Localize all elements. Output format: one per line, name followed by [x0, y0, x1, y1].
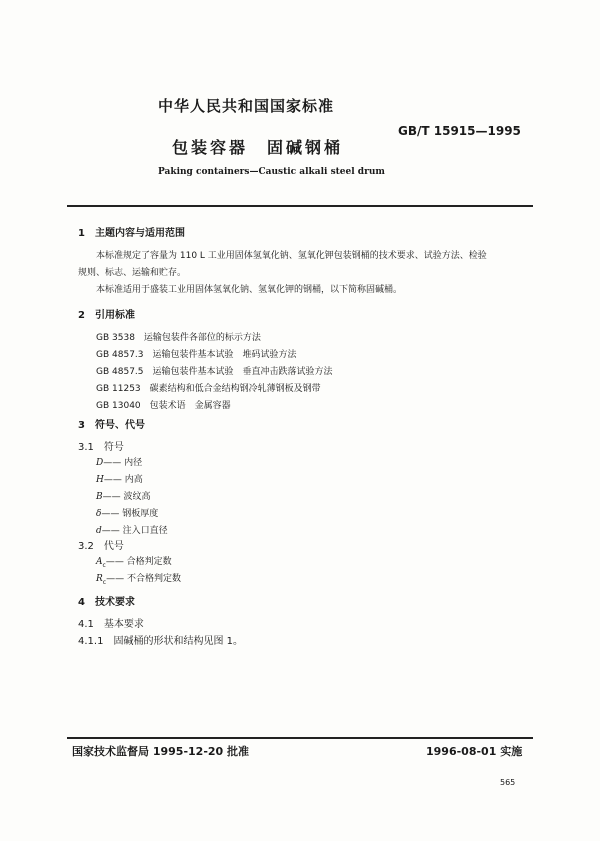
page-number: 565 [500, 778, 516, 787]
symbol-row [96, 489, 151, 502]
subsection-3-1: 3.1 符号 [78, 442, 124, 453]
implementation-date: 1996-08-01 实施 [426, 745, 523, 758]
reference-item: GB 11253 碳素结构和低合金结构钢冷轧薄钢板及钢带 [96, 384, 321, 394]
symbol-desc: —— 注入口直径 [101, 526, 168, 536]
section-1-text: 本标准规定了容量为 110 L 工业用固体氢氧化钠、氢氧化钾包装钢桶的技术要求、试验方法、检验 [96, 251, 487, 261]
symbol-desc: —— 钢板厚度 [101, 509, 159, 519]
symbol-row [96, 472, 143, 485]
symbol-desc: —— 内高 [103, 475, 143, 485]
footer-divider [67, 737, 533, 739]
section-4-heading: 4 技术要求 [78, 597, 135, 608]
code-symbol: A [96, 557, 103, 567]
symbol-row [96, 506, 158, 519]
code-symbol: R [96, 574, 103, 584]
section-3-heading: 3 符号、代号 [78, 420, 145, 431]
standard-number: GB/T 15915—1995 [398, 124, 521, 138]
code-desc: —— 不合格判定数 [106, 574, 181, 584]
reference-item: GB 3538 运输包装件各部位的标示方法 [96, 333, 261, 343]
symbol-desc: —— 内径 [103, 458, 143, 468]
document-title: 包装容器 固碱钢桶 [172, 138, 344, 157]
section-1-text: 本标准适用于盛装工业用固体氢氧化钠、氢氧化钾的钢桶，以下简称固碱桶。 [96, 285, 403, 295]
symbol: δ [96, 509, 102, 519]
subsection-4-1-1: 4.1.1 固碱桶的形状和结构见图 1。 [78, 636, 243, 647]
code-subscript: c [102, 578, 107, 586]
symbol-row [96, 455, 142, 468]
reference-item: GB 4857.5 运输包装件基本试验 垂直冲击跌落试验方法 [96, 367, 333, 377]
subsection-4-1: 4.1 基本要求 [78, 619, 144, 630]
code-row [96, 571, 181, 586]
symbol: B [96, 492, 103, 502]
code-subscript: c [102, 561, 106, 569]
code-desc: —— 合格判定数 [105, 557, 172, 567]
symbol: d [96, 526, 102, 536]
subsection-3-2: 3.2 代号 [78, 541, 124, 552]
national-standard-title: 中华人民共和国国家标准 [158, 97, 335, 115]
symbol-desc: —— 波纹高 [102, 492, 151, 502]
header-divider [67, 205, 533, 207]
symbol: D [96, 458, 104, 468]
reference-item: GB 13040 包装术语 金属容器 [96, 401, 231, 411]
english-title: Paking containers—Caustic alkali steel drum [158, 167, 385, 177]
symbol-row [96, 523, 168, 536]
symbol: H [96, 475, 104, 485]
reference-item: GB 4857.3 运输包装件基本试验 堆码试验方法 [96, 350, 297, 360]
approval-date: 国家技术监督局 1995-12-20 批准 [72, 745, 250, 758]
code-row [96, 554, 172, 569]
section-1-heading: 1 主题内容与适用范围 [78, 228, 185, 239]
section-1-text: 规则、标志、运输和贮存。 [78, 268, 187, 278]
section-2-heading: 2 引用标准 [78, 310, 135, 321]
